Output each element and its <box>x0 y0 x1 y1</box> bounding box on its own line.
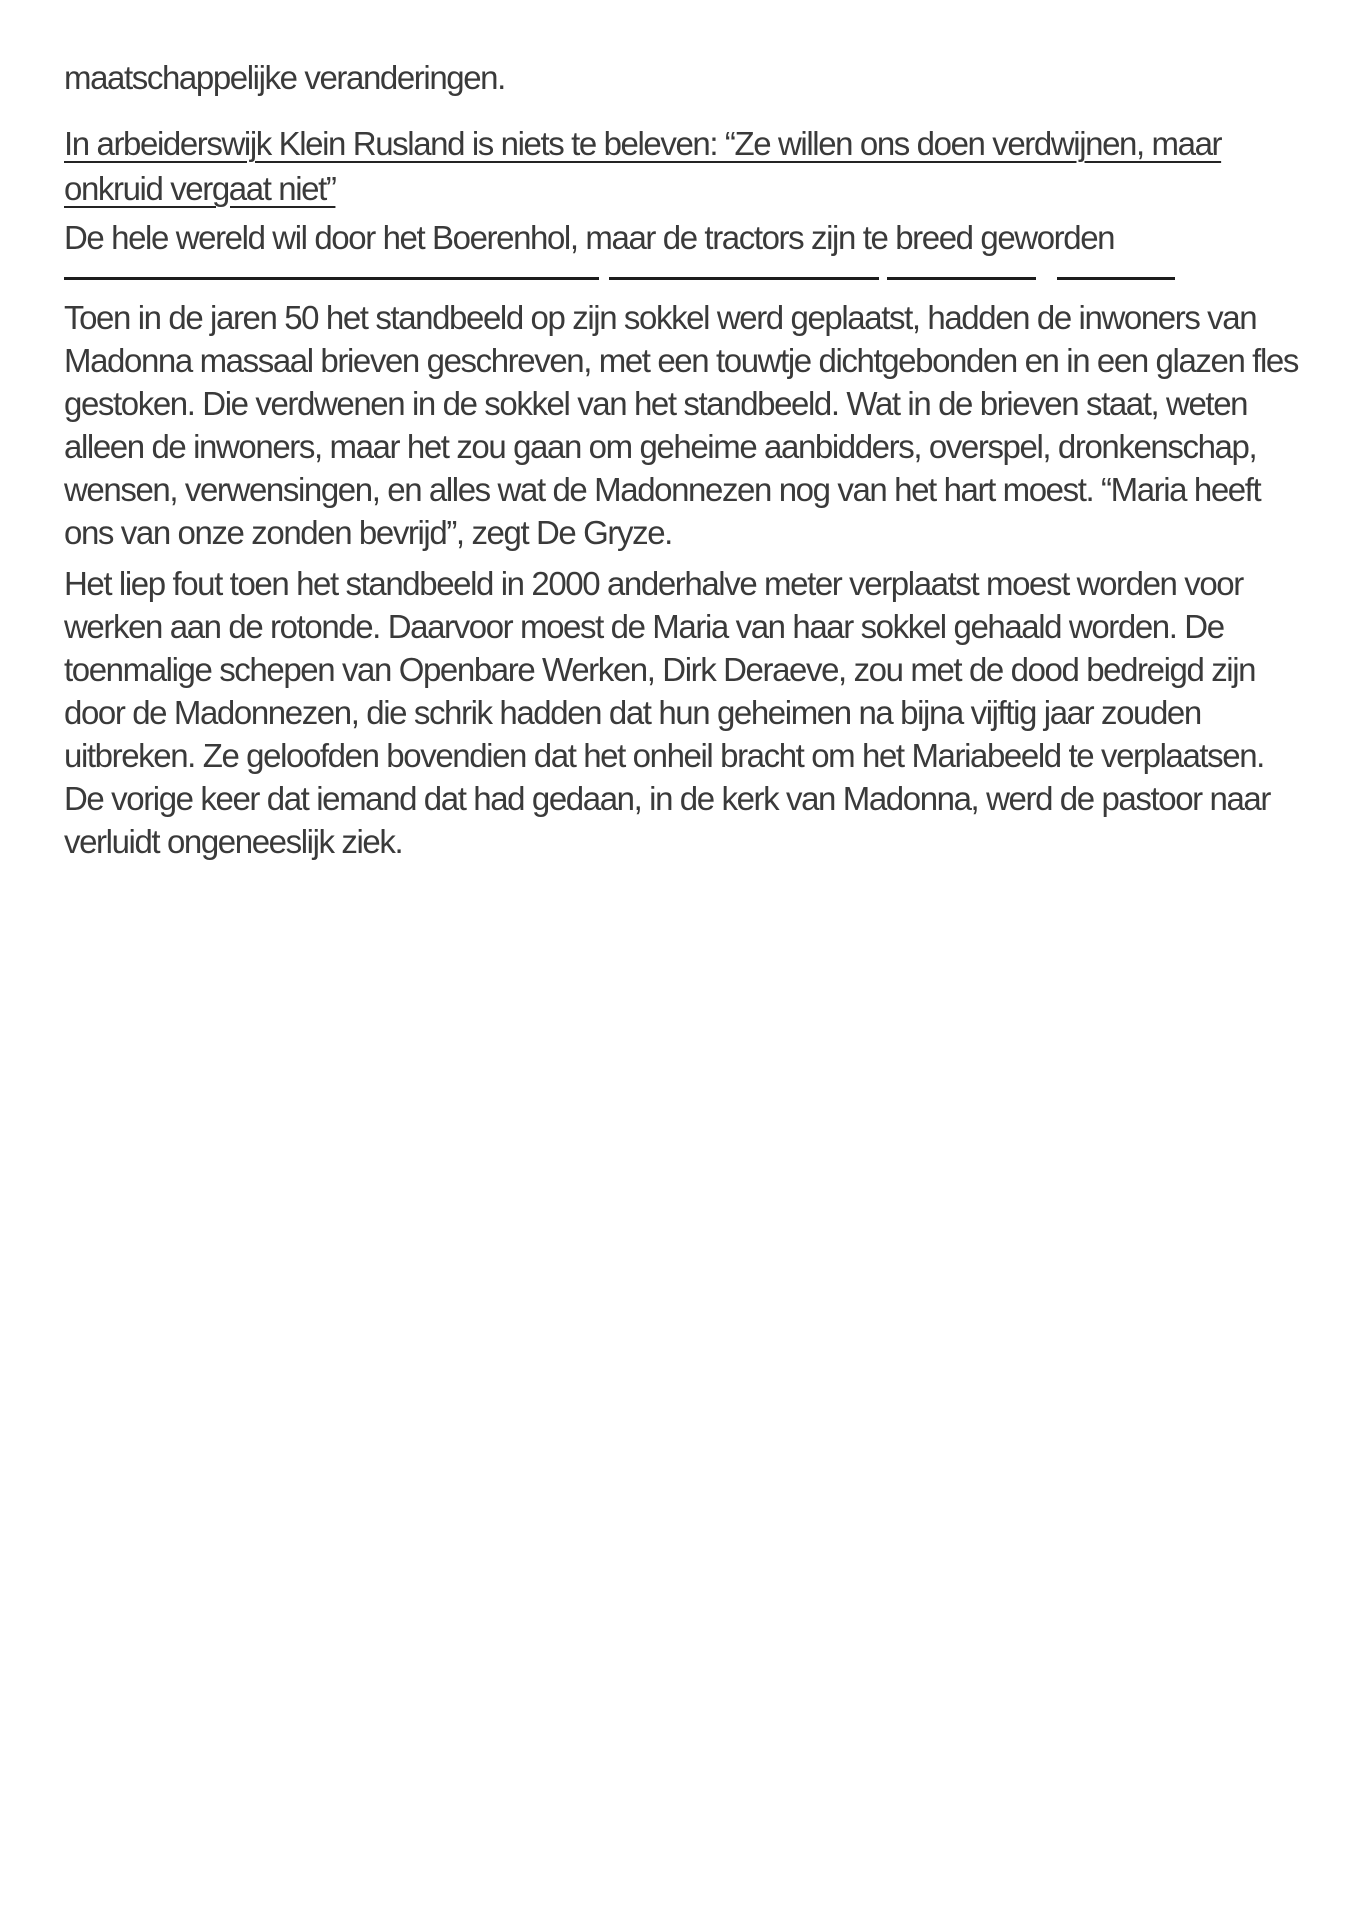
subheadline-link[interactable]: De hele wereld wil door het Boerenhol, maar de tractors zijn te breed geworden <box>64 219 1115 256</box>
blank-link-underline[interactable] <box>609 262 879 280</box>
article-content <box>0 0 1357 863</box>
blank-link-underline[interactable] <box>1057 262 1175 280</box>
headline-block <box>64 121 1302 211</box>
blank-link-underline[interactable] <box>64 262 599 280</box>
headline-link[interactable]: In arbeiderswijk Klein Rusland is niets te beleven: “Ze willen ons doen verdwijnen, maar onkruid vergaat niet” <box>64 125 1222 207</box>
blank-link-underline[interactable] <box>887 262 1036 280</box>
blank-links-row <box>64 259 1302 280</box>
body-paragraph-2: Het liep fout toen het standbeeld in 2000 anderhalve meter verplaatst moest worden voor werken aan de rotonde. Daarvoor moest de Maria van haar sokkel gehaald worden. De toenmalige schepen van Openbare Werken, Dirk Deraeve, zou met de dood bedreigd zijn door de Madonnezen, die schrik hadden dat hun geheimen na bijna vijftig jaar zouden uitbreken. Ze geloofden bovendien dat het onheil bracht om het Mariabeeld te verplaatsen. De vorige keer dat iemand dat had gedaan, in de kerk van Madonna, werd de pastoor naar verluidt ongeneeslijk ziek. <box>64 565 1270 860</box>
intro-paragraph-fragment: maatschappelijke veranderingen. <box>64 59 505 96</box>
body-paragraph-1: Toen in de jaren 50 het standbeeld op zijn sokkel werd geplaatst, hadden de inwoners van Madonna massaal brieven geschreven, met een touwtje dichtgebonden en in een glazen fles gestoken. Die verdwenen in de sokkel van het standbeeld. Wat in de brieven staat, weten alleen de inwoners, maar het zou gaan om geheime aanbidders, overspel, dronkenschap, wensen, verwensingen, en alles wat de Madonnezen nog van het hart moest. “Maria heeft ons van onze zonden bevrijd”, zegt De Gryze. <box>64 299 1298 551</box>
